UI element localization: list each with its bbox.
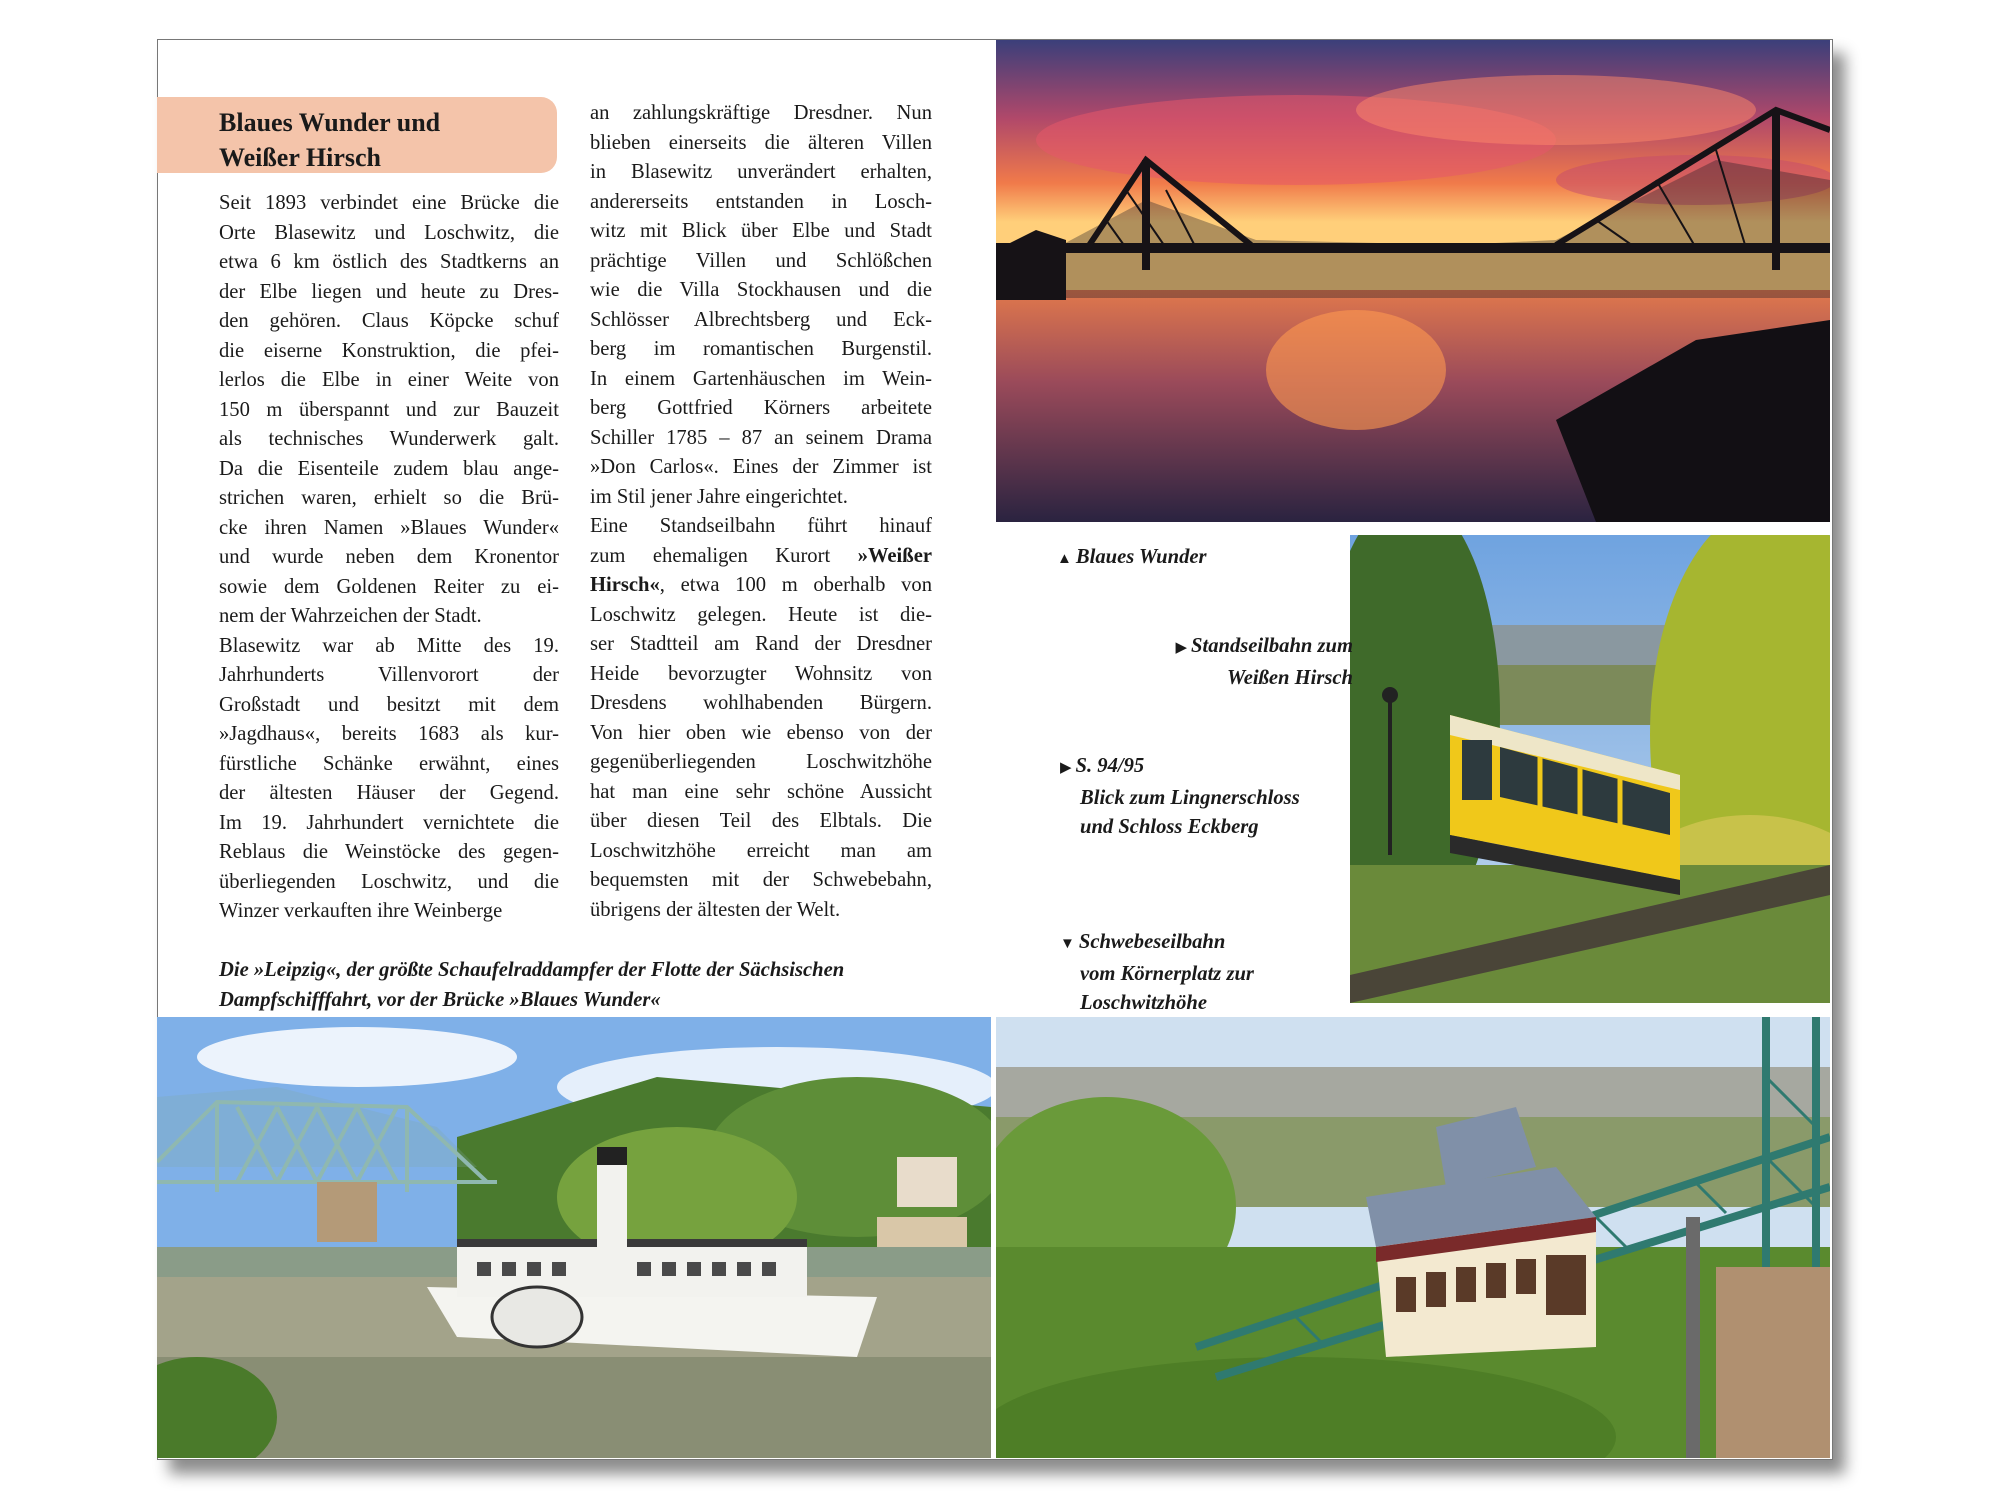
text-line: In einem Gartenhäuschen im Wein- [590,367,932,390]
text-line: Schiller 1785 – 87 an seinem Drama [590,426,932,449]
text-line: die eiserne Konstruktion, die pfei- [219,339,559,362]
caption-blaues-wunder: ▲ Blaues Wunder [1057,543,1207,575]
text-line: Großstadt und besitzt mit dem [219,693,559,716]
text-column-2 [590,99,932,925]
text-line: im Stil jener Jahre eingerichtet. [590,485,848,508]
text-line: sowie dem Goldenen Reiter zu ei- [219,575,559,598]
text-line: an zahlungskräftige Dresdner. Nun [590,102,932,124]
text-line: Orte Blasewitz und Loschwitz, die [219,221,559,244]
text-line: Reblaus die Weinstöcke des gegen- [219,841,559,863]
text-line: den gehören. Claus Köpcke schuf [219,310,559,332]
text-line: »Jagdhaus«, bereits 1683 als kur- [219,723,559,745]
photo-blaues-wunder-sunset [996,40,1830,522]
text-line: zum ehemaligen Kurort »Weißer [590,544,932,567]
section-heading: Blaues Wunder und Weißer Hirsch [219,108,441,172]
text-line: berg Gottfried Körners arbeitete [590,397,932,419]
triangle-right-icon: ▶ [1060,760,1072,776]
caption-paddle-steamer: Die »Leipzig«, der größte Schaufelraddampfer der Flotte der Sächsischen Dampfschifffahrt, vor der Brücke »Blaues Wunder« [219,959,845,1011]
text-line: übrigens der ältesten der Welt. [590,898,841,921]
caption-standseilbahn: ▶ Standseilbahn zum Weißen Hirsch [1175,635,1353,689]
text-line: lerlos die Elbe in einer Weite von [219,369,559,391]
text-column-1 [219,189,559,927]
photo-paddle-steamer-leipzig [157,1017,991,1458]
text-line: Schlösser Albrechtsberg und Eck- [590,308,932,331]
text-line: Winzer verkauften ihre Weinberge [219,900,503,922]
text-line: als technisches Wunderwerk galt. [219,428,559,450]
text-line: prächtige Villen und Schlößchen [590,249,932,272]
text-line: Hirsch«, etwa 100 m oberhalb von [590,574,932,596]
text-line: berg im romantischen Burgenstil. [590,338,932,360]
photo-standseilbahn [1350,535,1830,1003]
triangle-right-icon: ▶ [1175,640,1188,656]
caption-schwebeseilbahn: ▼ Schwebeseilbahn vom Körnerplatz zur Loschwitzhöhe [1060,931,1254,1014]
text-line: Dresdens wohlhabenden Bürgern. [590,692,932,714]
text-line: hat man eine sehr schöne Aussicht [590,780,932,803]
text-line: cke ihren Namen »Blaues Wunder« [219,516,559,539]
text-line: 150 m überspannt und zur Bauzeit [219,398,559,421]
text-line: blieben einerseits die älteren Villen [590,131,932,154]
text-line: nem der Wahrzeichen der Stadt. [219,605,482,627]
text-line: über diesen Teil des Elbtals. Die [590,810,932,832]
text-line: überliegenden Loschwitz, und die [219,870,559,893]
text-line: Da die Eisenteile zudem blau ange- [219,457,559,480]
text-line: fürstliche Schänke erwähnt, eines [219,752,559,775]
text-line: etwa 6 km östlich des Stadtkerns an [219,251,559,273]
text-line: wie die Villa Stockhausen und die [590,279,932,301]
text-line: Von hier oben wie ebenso von der [590,721,932,744]
text-line: Heide bevorzugter Wohnsitz von [590,662,932,685]
text-line: andererseits entstanden in Losch- [590,190,932,213]
caption-lingnerschloss: ▶ S. 94/95 Blick zum Lingnerschloss und Schloss Eckberg [1060,755,1300,838]
text-line: »Don Carlos«. Eines der Zimmer ist [590,456,932,478]
photo-schwebebahn [996,1017,1830,1458]
text-line: ser Stadtteil am Rand der Dresdner [590,633,932,655]
text-line: gegenüberliegenden Loschwitzhöhe [590,751,932,773]
text-line: Seit 1893 verbindet eine Brücke die [219,192,559,214]
text-line: Eine Standseilbahn führt hinauf [590,515,932,537]
text-line: in Blasewitz unverändert erhalten, [590,161,932,183]
triangle-up-icon: ▲ [1057,551,1072,567]
text-line: strichen waren, erhielt so die Brü- [219,487,559,509]
text-line: der Elbe liegen und heute zu Dres- [219,280,559,303]
text-line: Loschwitz gelegen. Heute ist die- [590,603,932,626]
text-line: Loschwitzhöhe erreicht man am [590,839,932,862]
section-heading-box [157,97,557,173]
text-line: Jahrhunderts Villenvorort der [219,664,559,686]
text-line: und wurde neben dem Kronentor [219,546,559,568]
text-line: der ältesten Häuser der Gegend. [219,782,559,804]
text-line: Im 19. Jahrhundert vernichtete die [219,811,559,834]
text-line: bequemsten mit der Schwebebahn, [590,869,932,891]
text-line: witz mit Blick über Elbe und Stadt [590,220,932,242]
triangle-down-icon: ▼ [1060,936,1075,952]
text-line: Blasewitz war ab Mitte des 19. [219,634,559,657]
